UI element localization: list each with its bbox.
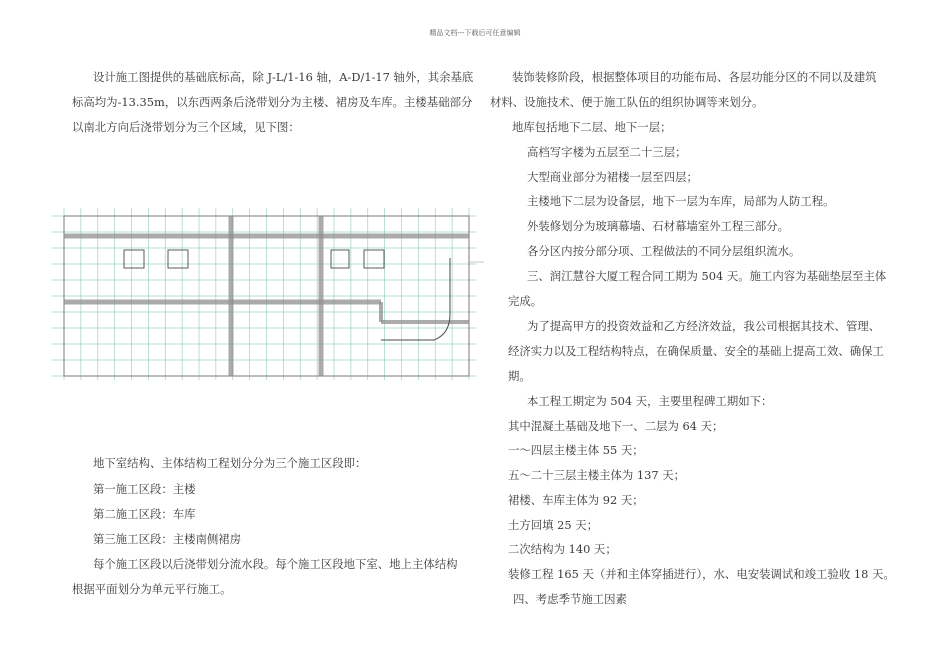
right-line-2: 材料、设施技术、便于施工队伍的组织协调等来划分。 (490, 95, 764, 109)
right-line-22: 四、考虑季节施工因素 (513, 592, 627, 606)
right-line-20: 二次结构为 140 天； (508, 542, 617, 556)
intro-line-2: 标高均为-13.35m，以东西两条后浇带划分为主楼、裙房及车库。主楼基础部分 (72, 95, 473, 109)
right-line-13: 期。 (508, 369, 531, 383)
foundation-plan-drawing (46, 202, 488, 384)
right-line-10: 完成。 (508, 294, 543, 308)
intro-line-3: 以南北方向后浇带划分为三个区域，见下图： (72, 120, 300, 134)
right-line-18: 裙楼、车库主体为 92 天； (508, 493, 644, 507)
right-line-7: 外装修划分为玻璃幕墙、石材幕墙室外工程三部分。 (527, 219, 789, 233)
right-line-14: 本工程工期定为 504 天，主要里程碑工期如下： (527, 394, 773, 408)
right-line-21: 装修工程 165 天（并和主体穿插进行），水、电安装调试和竣工验收 18 天。 (508, 567, 895, 581)
section-line-2: 第一施工区段：主楼 (93, 482, 196, 496)
right-line-15: 其中混凝土基础及地下一、二层为 64 天； (508, 419, 724, 433)
section-line-6: 根据平面划分为单元平行施工。 (72, 582, 232, 596)
section-line-4: 第三施工区段：主楼南侧裙房 (93, 532, 242, 546)
right-line-17: 五～二十三层主楼主体为 137 天； (508, 468, 686, 482)
right-line-6: 主楼地下二层为设备层，地下一层为车库，局部为人防工程。 (527, 194, 835, 208)
right-line-12: 经济实力以及工程结构特点，在确保质量、安全的基础上提高工效、确保工 (508, 344, 884, 358)
core-wall-2 (168, 250, 188, 268)
right-line-5: 大型商业部分为裙楼一层至四层； (527, 170, 698, 184)
right-line-19: 土方回填 25 天； (508, 518, 599, 532)
right-line-3: 地库包括地下二层、地下一层； (512, 120, 672, 134)
core-wall-4 (364, 250, 384, 268)
right-line-8: 各分区内按分部分项、工程做法的不同分层组织流水。 (527, 244, 801, 258)
right-line-11: 为了提高甲方的投资效益和乙方经济效益，我公司根据其技术、管理、 (527, 319, 881, 333)
section-line-3: 第二施工区段：车库 (93, 507, 196, 521)
intro-line-1: 设计施工图提供的基础底标高，除 J-L/1-16 轴，A-D/1-17 轴外，其余基底 (93, 70, 474, 84)
page-header: 精品文档---下载后可任意编辑 (429, 29, 521, 37)
right-line-4: 高档写字楼为五层至二十三层； (527, 145, 687, 159)
right-line-16: 一～四层主楼主体 55 天； (508, 443, 644, 457)
section-line-1: 地下室结构、主体结构工程划分分为三个施工区段即： (93, 456, 367, 470)
right-line-1: 装饰装修阶段，根据整体项目的功能布局、各层功能分区的不同以及建筑 (512, 70, 877, 84)
right-line-9: 三、润江慧谷大厦工程合同工期为 504 天。施工内容为基础垫层至主体 (527, 269, 887, 283)
core-wall-1 (124, 250, 144, 268)
section-line-5: 每个施工区段以后浇带划分流水段。每个施工区段地下室、地上主体结构 (93, 557, 458, 571)
